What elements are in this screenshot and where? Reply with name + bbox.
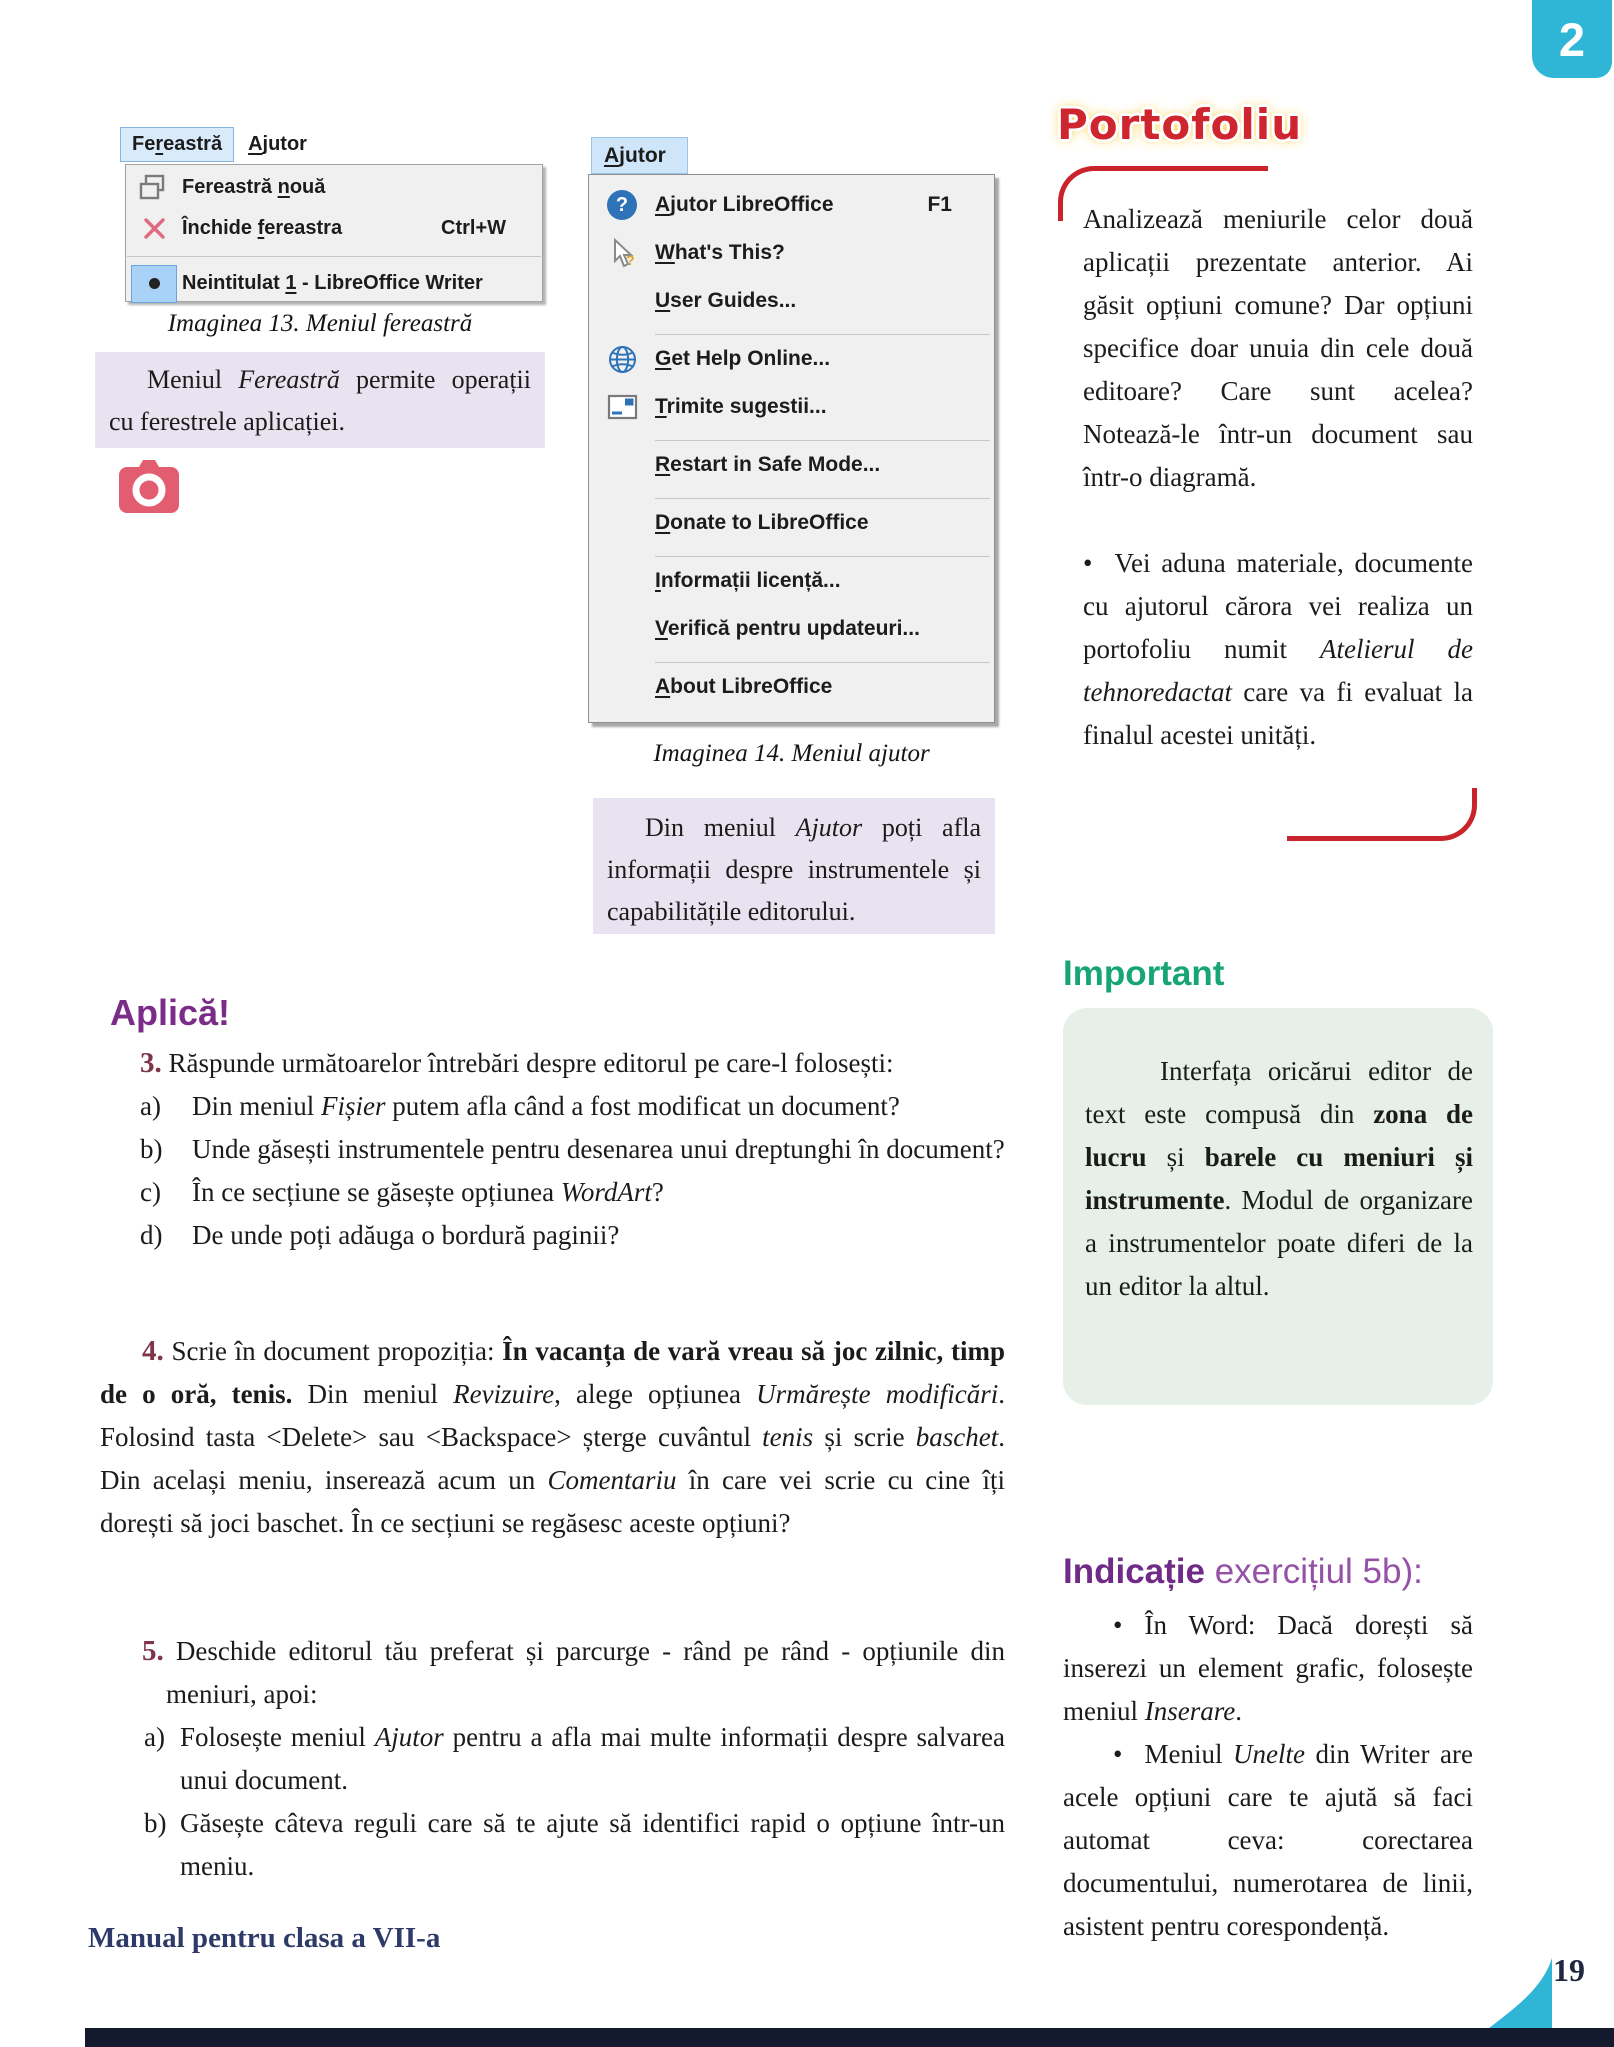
menu-item[interactable] [589,663,994,711]
menu-separator [127,249,541,257]
menu-item-label: What's This? [655,241,785,264]
menu-item-label: Informații licență... [655,569,841,592]
menu-item[interactable] [126,263,542,304]
menu-item[interactable] [589,181,994,229]
exercise-3-items [100,1085,1005,1257]
exercise-4-text: 4. Scrie în document propoziția: În vacanța de vară vreau să joc zilnic, timp de o oră, tenis. Din meniul Revizuire, alege opțiunea Urmărește modificări. Folosind tasta <Delete> sau <Backspace> șterge cuvântul tenis și scrie baschet. Din același meniu, inserează acum un Comentariu în care vei scrie cu cine îți dorești să joci baschet. În ce secțiuni se regăsesc aceste opțiuni? [100,1335,1005,1538]
menu-item[interactable] [589,335,994,383]
svg-text:?: ? [625,251,635,268]
screenshot-ajutor-dropdown [588,174,995,723]
exercise-4-number: 4. [142,1335,164,1367]
menu-item[interactable] [589,383,994,431]
globe-icon [589,344,655,375]
menu-item[interactable] [589,605,994,653]
portfolio-paragraph-2: • Vei aduna materiale, documente cu ajutorul cărora vei realiza un portofoliu numit Atelierul de tehnoredactat care va fi evaluat la finalul acestei unități. [1083,548,1473,750]
hint-heading-sub: exercițiul 5b): [1204,1552,1423,1591]
important-box [1063,1008,1493,1405]
screenshot-fereastra-dropdown [125,164,543,302]
menu-item-label: Restart in Safe Mode... [655,453,881,476]
send-feedback-icon [589,394,655,420]
portfolio-heading: Portofoliu [1057,100,1303,149]
menu-separator [655,325,990,335]
menu-item[interactable] [589,277,994,325]
exercise-5-items [100,1716,1005,1888]
note-ajutor [593,798,995,934]
portfolio-bracket-bottom-decoration [1287,788,1477,841]
list-item-marker: b) [144,1808,167,1838]
note-fereastra [95,352,545,448]
menu-item[interactable] [589,499,994,547]
exercise-4 [100,1330,1005,1545]
footer-bar-decoration [85,2028,1614,2047]
menu-item-label: User Guides... [655,289,797,312]
menu-item-label: Get Help Online... [655,347,831,370]
menu-item[interactable] [589,441,994,489]
menu-separator [655,431,990,441]
new-window-icon [126,170,182,206]
menu-item-label: Donate to LibreOffice [655,511,869,534]
exercise-list-item: b) Găsește câteva reguli care să te ajute să identifici rapid o opțiune într-un meniu. [100,1802,1005,1888]
menu-item-label: Închide fereastra [182,217,343,239]
menu-item-shortcut: Ctrl+W [441,217,506,239]
menu-item[interactable] [126,208,542,249]
camera-icon [113,455,185,524]
screenshot-fereastra-menubar [98,124,546,164]
footer-wave-decoration [1484,1958,1552,2037]
portfolio-paragraph-1: Analizează meniurile celor două aplicații prezentate anterior. Ai găsit opțiuni comune? Dar opțiuni specifice doar unuia din cele două editoare? Care sunt acelea? Notează-le într-un document sau într-o diagramă. [1083,204,1473,492]
exercise-5 [100,1630,1005,1888]
page-number: 19 [1553,1952,1585,1988]
exercise-list-item: a) Din meniul Fișier putem afla când a fost modificat un document? [100,1085,1005,1128]
whats-this-cursor-icon [589,238,655,269]
list-item-marker: a) [144,1722,165,1752]
list-item-marker: a) [140,1091,161,1121]
hint-heading [1063,1552,1423,1592]
important-text: Interfața oricărui editor de text este compusă din zona de lucru și barele cu meniuri și instrumente. Modul de organizare a instrumentelor poate diferi de la un editor la altul. [1085,1056,1473,1301]
important-heading: Important [1063,954,1225,993]
menu-tab-fereastr[interactable]: Fereastră [120,127,234,162]
exercise-list-item: d) De unde poți adăuga o bordură paginii? [100,1214,1005,1257]
hint-heading-main: Indicație [1063,1552,1205,1591]
menu-item[interactable] [589,229,994,277]
menu-item-label: Neintitulat 1 - LibreOffice Writer [182,272,483,294]
exercise-3-intro: 3. Răspunde următoarelor întrebări despre editorul pe care-l folosești: [140,1047,894,1079]
exercise-5-intro: 5. Deschide editorul tău preferat și parcurge - rând pe rând - opțiunile din meniuri, apoi: [142,1635,1005,1709]
hint-bullet-1: • În Word: Dacă dorești să inserezi un element grafic, folosește meniul Inserare. [1063,1610,1473,1726]
hint-bullet-2: • Meniul Unelte din Writer are acele opțiuni care te ajută să faci automat ceva: corectarea documentului, numerotarea de linii, asistent pentru corespondență. [1063,1739,1473,1941]
menu-item-label: Ajutor LibreOffice [655,193,834,216]
menu-item[interactable] [126,167,542,208]
footer-manual-title: Manual pentru clasa a VII-a [88,1922,441,1954]
chapter-number: 2 [1558,12,1586,66]
list-item-marker: c) [140,1177,161,1207]
menu-tab-ajutor[interactable]: Ajutor [248,132,307,155]
list-item-marker: d) [140,1220,163,1250]
menu-item-shortcut: F1 [927,193,952,216]
close-x-icon [126,211,182,247]
exercise-3-number: 3. [140,1047,162,1079]
menu-separator [655,653,990,663]
help-circle-icon: ? [589,190,655,220]
screenshot-ajutor-tab[interactable]: A jutor [591,137,688,174]
exercise-list-item: b) Unde găsești instrumentele pentru desenarea unui dreptunghi în document? [100,1128,1005,1171]
apply-heading: Aplică! [110,992,231,1033]
note-ajutor-text: Din meniul Ajutor poți afla informații despre instrumentele și capabilitățile editorului. [607,813,981,926]
menu-item-label: Trimite sugestii... [655,395,827,418]
menu-item-label: Verifică pentru updateuri... [655,617,920,640]
menu-item-label: About LibreOffice [655,675,833,698]
menu-separator [655,489,990,499]
menu-item-label: Fereastră nouă [182,176,326,198]
list-item-marker: b) [140,1134,163,1164]
exercise-list-item: c) În ce secțiune se găsește opțiunea WordArt? [100,1171,1005,1214]
menu-separator [655,547,990,557]
chapter-corner-badge [1532,0,1612,78]
radio-dot-icon [126,265,182,303]
caption-imaginea-14: Imaginea 14. Meniul ajutor [653,740,930,767]
note-fereastra-text: Meniul Fereastră permite operații cu ferestrele aplicației. [109,365,532,436]
menu-item[interactable] [589,557,994,605]
caption-imaginea-13: Imaginea 13. Meniul fereastră [167,310,473,337]
exercise-list-item: a) Folosește meniul Ajutor pentru a afla mai multe informații despre salvarea unui document. [100,1716,1005,1802]
exercise-3 [100,1042,1005,1257]
exercise-5-number: 5. [142,1635,164,1667]
